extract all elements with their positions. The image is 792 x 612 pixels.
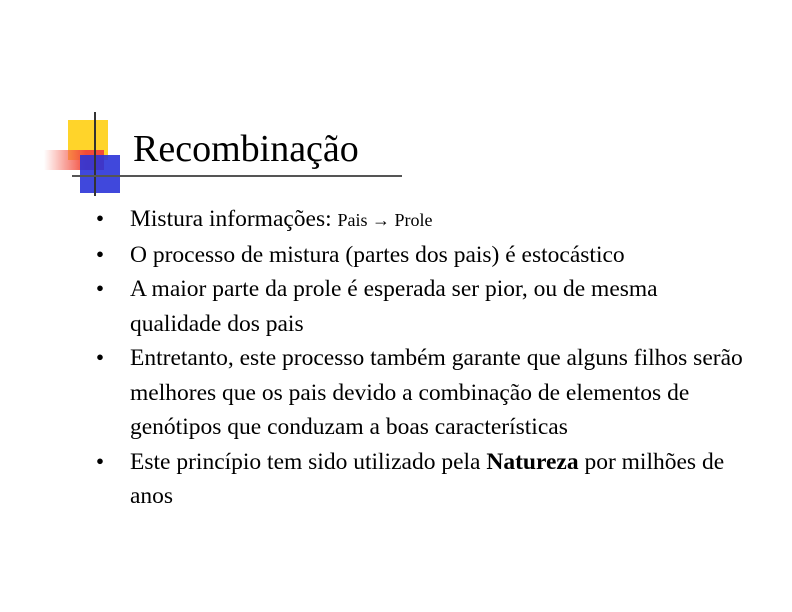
bullet-list [90, 202, 750, 514]
bullet-text: O processo de mistura (partes dos pais) é estocástico [130, 241, 625, 268]
bullet-text: Entretanto, este processo também garante que alguns filhos serão melhores que os pais devido a combinação de elementos de genótipos que conduzam a boas características [130, 345, 743, 440]
title-underline [72, 175, 402, 177]
bullet-icon: • [95, 276, 105, 302]
bullet-icon: • [95, 206, 105, 232]
bullet-small-text: Pais → Prole [337, 210, 433, 230]
logo-blue-square [80, 155, 120, 193]
bullet-text: Mistura informações: [130, 206, 338, 232]
bullet-icon: • [95, 448, 105, 475]
bullet-text: Este princípio tem sido utilizado pela [130, 448, 487, 475]
slide-title: Recombinação [133, 128, 359, 170]
logo-vertical-line [94, 112, 96, 196]
bullet-item-1 [90, 202, 750, 238]
bullet-icon: • [95, 345, 105, 371]
bullet-bold-text: Natureza [486, 448, 579, 475]
bullet-text-end: por milhões de anos [130, 448, 725, 509]
bullet-item-2 [90, 238, 750, 273]
bullet-item-5 [90, 445, 750, 514]
bullet-icon: • [95, 241, 105, 268]
bullet-item-4 [90, 341, 750, 445]
bullet-item-3 [90, 272, 750, 341]
bullet-text: A maior parte da prole é esperada ser pior, ou de mesma qualidade dos pais [130, 276, 658, 337]
